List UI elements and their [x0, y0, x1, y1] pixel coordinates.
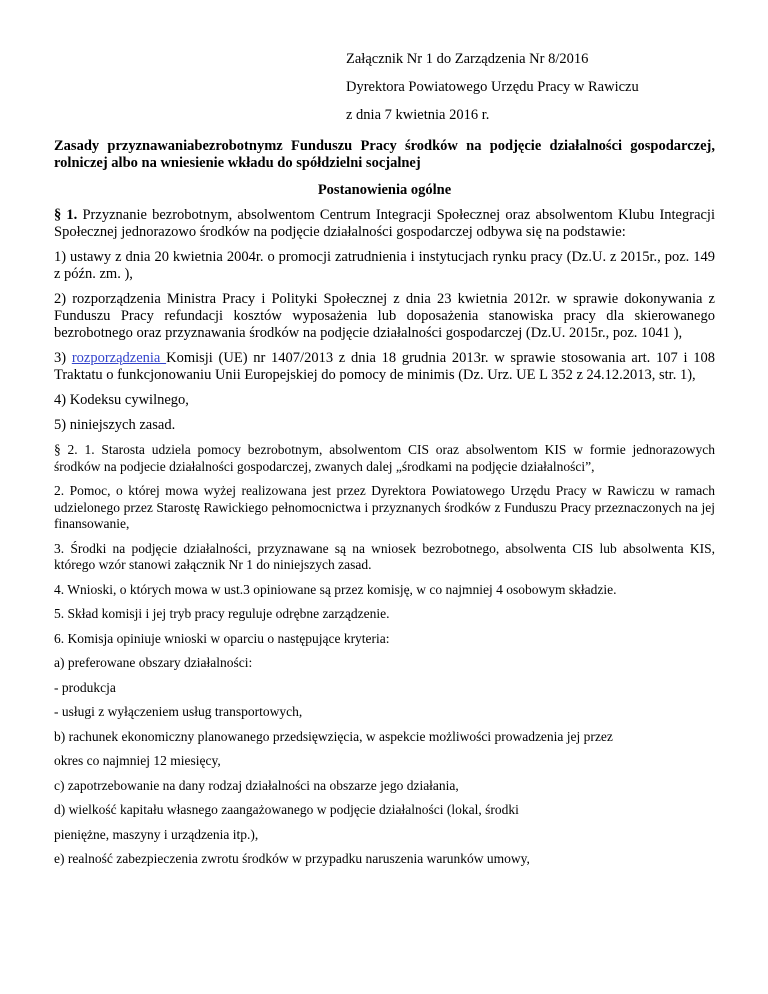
criterion-d: d) wielkość kapitału własnego zaangażowanego w podjęcie działalności (lokal, środki	[54, 802, 519, 817]
paragraph-2-5: 5. Skład komisji i jej tryb pracy reguluje odrębne zarządzenie.	[54, 606, 390, 621]
list-item-2: 2) rozporządzenia Ministra Pracy i Polityki Społecznej z dnia 23 kwietnia 2012r. w sprawie dokonywania z Funduszu Pracy refundacji kosztów wyposażenia lub doposażenia stanowiska pracy dla skierowanego bezrobotnego oraz przyznawania środków na podjęcie działalności gospodarczej (Dz.U. 2015r., poz. 1041 ),	[54, 291, 715, 341]
header-director-line: Dyrektora Powiatowego Urzędu Pracy w Rawiczu	[346, 79, 639, 95]
header-date-line: z dnia 7 kwietnia 2016 r.	[346, 107, 490, 123]
criterion-c: c) zapotrzebowanie na dany rodzaj działalności na obszarze jego działania,	[54, 777, 459, 793]
criterion-d-cont: pieniężne, maszyny i urządzenia itp.),	[54, 826, 259, 842]
paragraph-2-6: 6. Komisja opiniuje wnioski w oparciu o następujące kryteria:	[54, 630, 390, 646]
paragraph-1-text: Przyznanie bezrobotnym, absolwentom Centrum Integracji Społecznej oraz absolwentom Klubu Integracji Społecznej jednorazowo środków na podjęcie działalności gospodarczej odbywa się na podstawie:	[54, 207, 715, 240]
list-item-1: 1) ustawy z dnia 20 kwietnia 2004r. o promocji zatrudnienia i instytucjach rynku pracy (Dz.U. z 2015r., poz. 149 z późn. zm. ),	[54, 249, 715, 282]
header-annex-line: Załącznik Nr 1 do Zarządzenia Nr 8/2016	[346, 51, 589, 67]
regulation-link[interactable]: rozporządzenia	[71, 350, 167, 366]
list-item-4: 4) Kodeksu cywilnego,	[54, 392, 189, 408]
criterion-a-production: - produkcja	[54, 679, 116, 695]
list-item-5: 5) niniejszych zasad.	[54, 417, 176, 433]
list-item-3	[54, 350, 715, 384]
paragraph-2-2: 2. Pomoc, o której mowa wyżej realizowana jest przez Dyrektora Powiatowego Urzędu Pracy w Rawiczu w ramach udzielonego przez Starostę Rawickiego pełnomocnictwa i przyznanych środków z Funduszu Pracy przeznaczonych na jej finansowanie,	[54, 483, 715, 531]
paragraph-1	[54, 207, 715, 241]
criterion-a-services: - usługi z wyłączeniem usług transportowych,	[54, 704, 303, 719]
document-body	[54, 138, 715, 868]
document-title: Zasady przyznawaniabezrobotnymz Funduszu Pracy środków na podjęcie działalności gospodarczej, rolniczej albo na wniesienie wkładu do spółdzielni socjalnej	[54, 138, 715, 171]
paragraph-2-3: 3. Środki na podjęcie działalności, przyznawane są na wniosek bezrobotnego, absolwenta CIS lub absolwenta KIS, którego wzór stanowi załącznik Nr 1 do niniejszych zasad.	[54, 540, 715, 572]
list-item-3-prefix: 3)	[54, 350, 72, 366]
paragraph-2-1: § 2. 1. Starosta udziela pomocy bezrobotnym, absolwentom CIS oraz absolwentom KIS w formie jednorazowych środków na podjecie działalności gospodarczej, zwanych dalej „środkami na podjęcie działalności”,	[54, 442, 715, 474]
list-item-3-text: Komisji (UE) nr 1407/2013 z dnia 18 grudnia 2013r. w sprawie stosowania art. 107 i 108 Traktatu o funkcjonowaniu Unii Europejskiej do pomocy de minimis (Dz. Urz. UE L 352 z 24.12.2013, str. 1),	[54, 350, 715, 383]
paragraph-2-4: 4. Wnioski, o których mowa w ust.3 opiniowane są przez komisję, w co najmniej 4 osobowym składzie.	[54, 581, 617, 597]
criterion-e: e) realność zabezpieczenia zwrotu środków w przypadku naruszenia warunków umowy,	[54, 851, 530, 866]
section-heading: Postanowienia ogólne	[317, 182, 452, 198]
criterion-b-cont: okres co najmniej 12 miesięcy,	[54, 753, 221, 768]
paragraph-mark: § 1.	[54, 207, 78, 223]
criterion-b: b) rachunek ekonomiczny planowanego przedsięwzięcia, w aspekcie możliwości prowadzenia jej przez	[54, 728, 613, 744]
criterion-a: a) preferowane obszary działalności:	[54, 655, 253, 670]
